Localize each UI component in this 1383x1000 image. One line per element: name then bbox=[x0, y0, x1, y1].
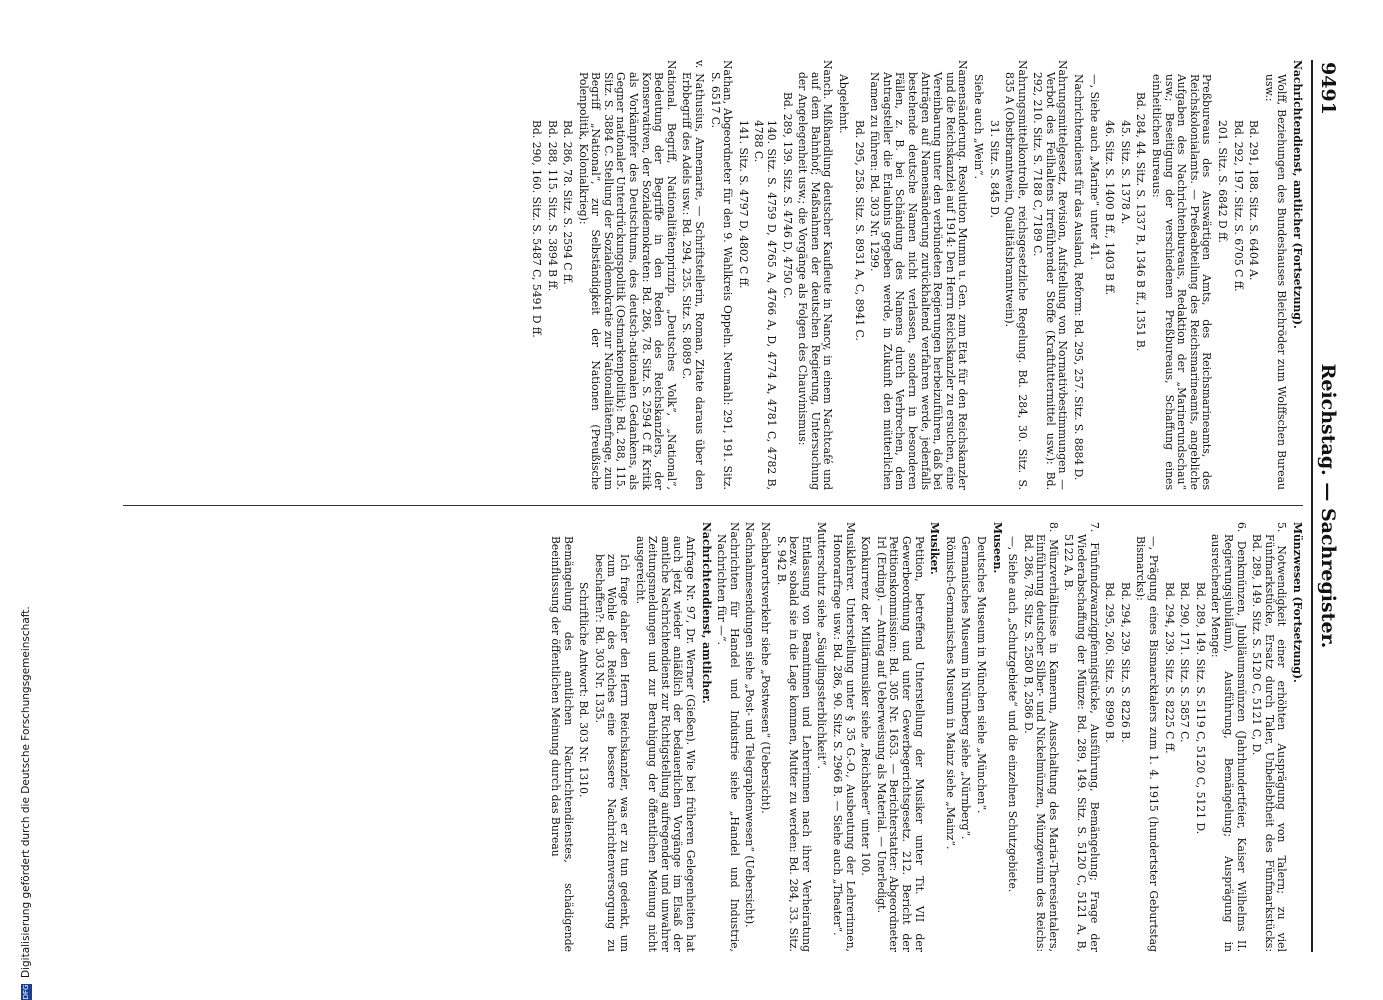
col1-entry: Nachrichtendienst für das Ausland, Reform: Bd. 295, 257. Sitz. S. 8884 D. bbox=[1072, 74, 1086, 481]
col1-ref: Bd. 295, 258. Sitz. S. 8931 A, C, 8941 C. bbox=[852, 120, 866, 341]
col2-ref: Bd. 289, 149. Sitz. S. 5119 C, 5120 C, 5121 D. bbox=[1193, 582, 1207, 835]
col2-entry: Mutterschutz siehe „Säuglingssterblichkeit“. bbox=[815, 522, 829, 769]
col2-entry: Nachrichten für Handel und Industrie siehe „Handel und Industrie, Nachrichten für —“. bbox=[715, 522, 741, 952]
col2-entry: Anfrage Nr. 97, Dr. Werner (Gießen). Wie bei früheren Gelegenheiten hat auch jetzt wieder anläßlich der bedauerlichen Vorgänge im Elsaß der amtliche Nachrichtendienst zur Richtigstellung aufregender und unwahrer Zeitungsmeldungen und zur Beruhigung der öffentlichen Meinung nicht ausgereicht. bbox=[633, 536, 698, 952]
col2-heading: Musiker. bbox=[928, 522, 942, 575]
col1-entry: Nahrungsmittelgesetz, Revision, Aufstellung von Normativbestimmungen — Verbot des Feilhaltens irreführender Stoffe (Kraftfuttermittel usw.): Bd. 292, 210. Sitz. S. 7188 C, 7189 C. bbox=[1031, 60, 1070, 490]
col2-heading: Museen. bbox=[990, 522, 1004, 574]
col1-entry: Namensänderung. Resolution Mumm u. Gen. zum Etat für den Reichskanzler und die Reichskanzlei auf 1914: Den Herrn Reichskanzler zu ersuchen, eine Vereinbarung unter den verbündeten Regierungen herbeizuführen, daß bei Anträgen auf Namensänderung zurückhaltend verfahren werde, jedenfalls bestehende deutsche Namen nicht verlassen, sondern in besonderen Fällen, z. B. bei Schändung des Namens durch Verbrechen, dem Antragsteller die Erlaubnis gegeben werde, in Zukunft den mütterlichen Namen zu führen: Bd. 303 Nr. 1299. bbox=[868, 60, 970, 490]
col1-entry: —, Siehe auch „Marine“ unter 41. bbox=[1087, 74, 1101, 260]
col1-entry: v. Nathusius, Annemarie, — Schriftstellerin, Roman, Zitate daraus über den Erbbegriff des Adels usw.: Bd. 294, 235. Sitz. S. 8089 C. bbox=[680, 60, 707, 490]
col1-entry: Nathan, Abgeordneter für den 9. Wahlkreis Oppeln. Neumahl: 291, 191. Sitz. S. 6517 C. bbox=[708, 60, 735, 490]
column-divider bbox=[123, 505, 1303, 506]
col2-entry: Ich frage daher den Herrn Reichskanzler, was er zu tun gedenkt, um zum Wohle des Reiches eine bessere Nachrichtenversorgung zu beschaffen?: Bd. 303 Nr. 1335. bbox=[592, 554, 632, 952]
col1-entry: Wolff, Beziehungen des Bundeshauses Bleichröder zum Wolffschen Bureau usw.: bbox=[1262, 74, 1289, 490]
col2-entry: Nachbarortsverkehr siehe „Postwesen“ (Uebersicht). bbox=[759, 522, 773, 814]
col2-entry: Nachnahmesendungen siehe „Post- und Telegraphenwesen“ (Uebersicht). bbox=[743, 522, 757, 928]
col2-ref: Bd. 290, 171. Sitz. S. 5857 C. bbox=[1178, 582, 1192, 743]
col2-entry: 5. Notwendigkeit einer erhöhten Ausprägung von Talern; zu viel Fünfmarkstücke, Ersatz durch Taler, Unbeliebtheit des Fünfmarkstücks: Bd. 289, 149. Sitz. S. 5120 C, 5121 C, D. bbox=[1250, 522, 1289, 952]
col2-entry: Germanisches Museum in Nürnberg siehe „Nürnberg“. bbox=[959, 536, 973, 840]
col1-entry: Nanch. Mißhandlung deutscher Kaufleute in Nancy, in einem Nachtcafé und auf dem Bahnhof; Maßnahmen der deutschen Regierung, Untersuchung der Angelegenheit usw.; die Vorgänge als Folgen des Chauvinismus: bbox=[796, 60, 835, 490]
col2-entry: Bemängelung des amtlichen Nachrichtendienstes, schädigende Beeinflussung der öffentlichen Meinung durch das Bureau bbox=[549, 536, 575, 952]
running-title: Reichstag. — Sachregister. bbox=[1317, 363, 1339, 649]
column-left bbox=[526, 60, 1303, 490]
col1-entry: Siehe auch „Wein“. bbox=[971, 74, 985, 180]
col1-ref: Bd. 286, 78. Sitz. S. 2594 C ff. bbox=[561, 120, 575, 285]
col2-entry: 8. Münzverhältnisse in Kamerun, Ausschaltung des Maria-Theresientalers, Einführung deutscher Silber- und Nickelmünzen, Münzgewinn des Reichs: Bd. 286, 78. Sitz. S. 2580 B, 2586 D. bbox=[1021, 522, 1060, 952]
col2-entry: Entlassung von Beamtinnen und Lehrerinnen nach ihrer Verheiratung bezw. sobald sie in die Lage kommen, Mutter zu werden: Bd. 284, 33. Sitz. S. 942 B. bbox=[774, 536, 813, 952]
column-right bbox=[546, 522, 1303, 952]
col2-ref: Bd. 295, 260. Sitz. S. 8990 B. bbox=[1103, 582, 1117, 743]
col1-ref: Bd. 292, 197. Sitz. S. 6705 C ff. bbox=[1231, 120, 1245, 292]
col1-entry: National. Begriff, Nationalitätenprinzip. „Deutsches Volk“, „National“, Bedeutung der Begriffe in den Reden des Reichskanzlers, der Konservativen, der Sozialdemokraten: Bd. 286, 78. Sitz. S. 2594 C ff. Kritik als Vorkämpfer des Deutschtums, des deutsch-nationalen Gedankens, als Gegner nationaler Unterdrückungspolitik (Ostmarkenpolitik): Bd. 288, 115. Sitz. S. 3884 C. Stellung der Sozialdemokratie zur Nationalitätenfrage, zum Begriff „National“, zur Selbständigkeit der Nationen (Preußische Polenpolitik, Kolonialkrieg): bbox=[576, 60, 678, 490]
col1-ref: 46. Sitz. S. 1400 B ff., 1403 B ff. bbox=[1103, 120, 1117, 296]
col2-entry: 7. Fünfundzwanzigpfennigstücke, Ausführung, Bemängelung; Frage der Wiederabschaffung der Münze: Bd. 289, 149. Sitz. S. 5120 C, 5121 A, B, 5122 A, B. bbox=[1062, 522, 1101, 952]
col2-entry: Musiklehrer. Unterstellung unter § 35 G.-O., Ausbeutung der Lehrerinnen, Honorarfrage usw.: Bd. 286, 90. Sitz. S. 2966 B. — Siehe auch „Theater“. bbox=[831, 522, 857, 952]
col2-entry: Konkurrenz der Militärmusiker siehe „Reichsheer“ unter 100. bbox=[859, 536, 873, 876]
col2-entry: —, Siehe auch „Schutzgebiete“ und die einzelnen Schutzgebiete. bbox=[1006, 536, 1020, 893]
col2-entry: —, Prägung eines Bismarcktalers zum 1. 4. 1915 (hundertster Geburtstag Bismarcks): bbox=[1134, 536, 1161, 952]
page-number: 9491 bbox=[1317, 62, 1339, 115]
page-header bbox=[1311, 60, 1343, 952]
col2-entry: Petition, betreffend Unterstellung der Musiker unter Tit. VII der Gewerbeordnung und unter Gewerbegerichtsgesetz. 212. Bericht der Petitionskommission: Bd. 305 Nr. 1653. — Berichterstatter: Abgeordneter Irl (Erding). — Antrag auf Ueberweisung als Material. — Unerledigt. bbox=[874, 536, 926, 952]
col1-entry: Preßbureaus des Auswärtigen Amts, des Reichsmarineamts, des Reichskolonialamts. — Preßeabteilung des Reichsmarineamts, angebliche Aufgaben des Nachrichtenbureaus, Redaktion der „Marinerundschau“ usw.; Beseitigung der verschiedenen Preßbureaus, Schaffung eines einheitlichen Bureaus: bbox=[1150, 74, 1214, 490]
col2-entry: 6. Denkmünzen, Jubiläumsmünzen (Jahrhundertfeier, Kaiser Wilhelms II. Regierungsjubiläum), Ausführung, Bemängelung; Ausprägung in ausreichender Menge: bbox=[1209, 522, 1248, 952]
footer-text: Digitalisierung gefördert durch die Deutsche Forschungsgemeinschaft. bbox=[20, 606, 32, 978]
col2-ref: Bd. 294, 239. Sitz. S. 8226 B. bbox=[1118, 582, 1132, 743]
col2-ref: Bd. 294, 239. Sitz. S. 8225 C ff. bbox=[1162, 582, 1176, 754]
register-sheet bbox=[118, 60, 1343, 952]
col1-ref: 45. Sitz. S. 1378 A. bbox=[1118, 120, 1132, 225]
col1-ref: Bd. 288, 115. Sitz. S. 3894 B ff. bbox=[545, 120, 559, 292]
dfg-logo: DFG bbox=[21, 984, 30, 1000]
col2-entry: Römisch-Germanisches Museum in Mainz siehe „Mainz“. bbox=[943, 536, 957, 850]
col2-entry: Deutsches Museum in München siehe „München“. bbox=[974, 536, 988, 814]
col1-entry: Abgelehnt. bbox=[837, 74, 850, 134]
col1-ref: Bd. 291, 188. Sitz. S. 6404 A. bbox=[1247, 120, 1261, 281]
col2-heading: Münzwesen (Fortsetzung). bbox=[1291, 522, 1304, 683]
col2-ref: Schriftliche Antwort: Bd. 303 Nr. 1310. bbox=[577, 582, 591, 798]
col1-ref: Bd. 290, 160. Sitz. S. 5487 C, 5491 D ff. bbox=[529, 120, 543, 338]
col1-heading: Nachrichtendienst, amtlicher (Fortsetzung). bbox=[1291, 60, 1304, 329]
col1-ref: 141. Sitz. S. 4797 D, 4802 C ff. bbox=[736, 120, 750, 289]
digitization-footer bbox=[20, 0, 44, 1000]
col2-heading: Nachrichtendienst, amtlicher. bbox=[699, 522, 713, 704]
col1-ref: Bd. 289, 139. Sitz. S. 4746 D, 4750 C. bbox=[780, 92, 794, 299]
col1-ref: Bd. 284, 44. Sitz. S. 1337 B, 1346 B ff., 1351 B. bbox=[1134, 92, 1148, 352]
col1-ref: 31. Sitz. S. 845 D. bbox=[987, 120, 1001, 218]
col1-ref: 201. Sitz. S. 6842 D ff. bbox=[1216, 120, 1230, 243]
col1-ref: 140. Sitz. S. 4759 D, 4765 A, 4766 A, D, 4774 A, 4781 C, 4782 B, 4788 C. bbox=[752, 120, 779, 490]
col1-entry: Nahrungsmittelkontrolle, reichsgesetzliche Regelung. Bd. 284, 30. Sitz. S. 835 A (Obstbranntwein, Qualitätsbranntwein). bbox=[1003, 60, 1029, 490]
